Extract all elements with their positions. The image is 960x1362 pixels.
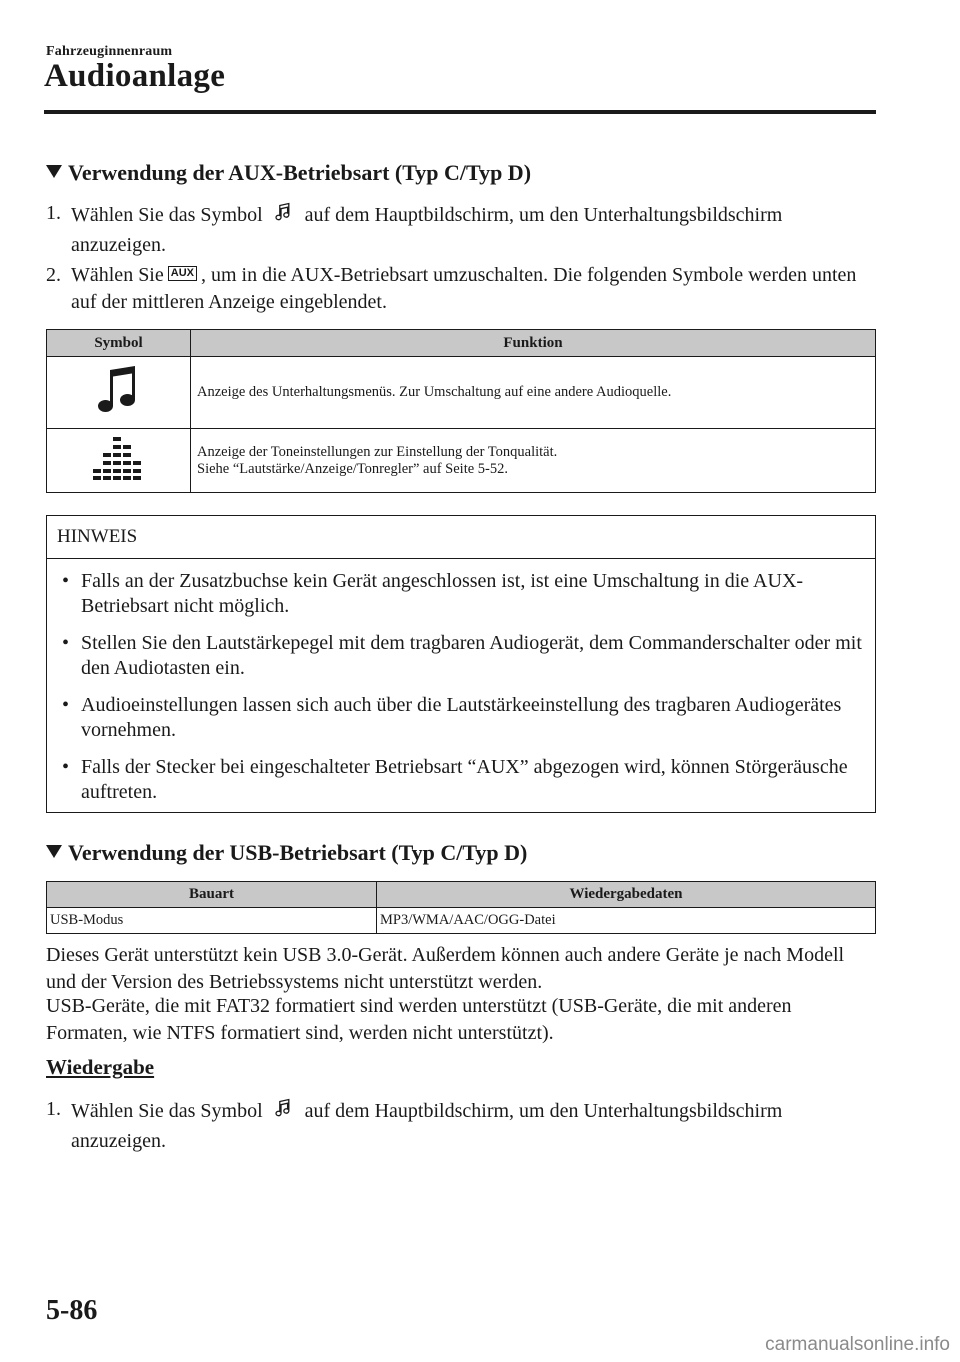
- symbol-table: [46, 329, 876, 493]
- page-number: 5-86: [46, 1295, 98, 1326]
- music-note-icon: [272, 200, 296, 232]
- bullet-icon: •: [62, 694, 70, 716]
- table-header-funktion: Funktion: [191, 330, 876, 357]
- step-number: 1.: [46, 202, 61, 224]
- triangle-marker-icon: [46, 165, 62, 178]
- list-item: [55, 631, 875, 681]
- list-item-text: Falls der Stecker bei eingeschalteter Betriebsart “AUX” abgezogen wird, können Störgeräusche auftreten.: [81, 756, 848, 803]
- table-header-row: [47, 882, 876, 908]
- usb-paragraph-2: USB-Geräte, die mit FAT32 formatiert sind werden unterstützt (USB-Geräte, die mit anderen Formaten, wie NTFS formatiert sind, werden nicht unterstützt).: [46, 995, 792, 1044]
- usb-heading: [46, 840, 527, 866]
- usb-step-1: [46, 1096, 876, 1155]
- list-item: [55, 693, 875, 743]
- function-text: Anzeige des Unterhaltungsmenüs. Zur Umschaltung auf eine andere Audioquelle.: [197, 384, 672, 400]
- step-text-pre: Wählen Sie das Symbol: [71, 204, 263, 226]
- table-header-symbol: Symbol: [47, 330, 191, 357]
- list-item-text: Stellen Sie den Lautstärkepegel mit dem tragbaren Audiogerät, dem Commanderschalter oder mit den Audiotasten ein.: [81, 632, 862, 679]
- table-row: [47, 357, 876, 429]
- triangle-marker-icon: [46, 845, 62, 858]
- aux-step-2: [46, 262, 876, 316]
- aux-step-1: [46, 200, 876, 259]
- list-item-text: Falls an der Zusatzbuchse kein Gerät angeschlossen ist, ist eine Umschaltung in die AUX-Betriebsart nicht möglich.: [81, 570, 804, 617]
- table-row: [47, 429, 876, 493]
- table-header-row: [47, 330, 876, 357]
- bullet-icon: •: [62, 756, 70, 778]
- table-header-wiedergabedaten: Wiedergabedaten: [377, 882, 876, 908]
- table-cell: MP3/WMA/AAC/OGG-Datei: [377, 908, 876, 934]
- aux-heading-text: Verwendung der AUX-Betriebsart (Typ C/Typ D): [68, 160, 532, 185]
- note-title: HINWEIS: [47, 516, 875, 559]
- list-item: [55, 569, 875, 619]
- usb-paragraph-1: Dieses Gerät unterstützt kein USB 3.0-Gerät. Außerdem können auch andere Geräte je nach Modell und der Version des Betriebssystems nicht unterstützt werden.: [46, 944, 845, 993]
- music-note-icon: [95, 404, 143, 420]
- page-title: Audioanlage: [44, 58, 226, 94]
- function-text: Anzeige der Toneinstellungen zur Einstellung der Tonqualität.: [197, 443, 558, 460]
- step-text-post: auf dem Hauptbildschirm, um den Unterhaltungsbildschirm anzuzeigen.: [71, 204, 783, 256]
- usb-table: [46, 881, 876, 934]
- music-note-icon: [272, 1096, 296, 1128]
- list-item-text: Audioeinstellungen lassen sich auch über die Lautstärkeeinstellung des tragbaren Audiogerätes vornehmen.: [81, 694, 842, 741]
- bullet-icon: •: [62, 570, 70, 592]
- step-number: 2.: [46, 264, 61, 286]
- subheading-wiedergabe: Wiedergabe: [46, 1055, 155, 1079]
- section-label: Fahrzeuginnenraum: [46, 44, 173, 59]
- function-cell: [191, 429, 876, 493]
- note-list: [47, 559, 875, 805]
- step-text-pre: Wählen Sie: [71, 264, 164, 286]
- function-cell: [191, 357, 876, 429]
- usb-heading-text: Verwendung der USB-Betriebsart (Typ C/Typ D): [68, 840, 528, 865]
- symbol-cell: [47, 357, 191, 429]
- table-row: [47, 908, 876, 934]
- symbol-cell: [47, 429, 191, 493]
- table-header-bauart: Bauart: [47, 882, 377, 908]
- table-cell: USB-Modus: [47, 908, 377, 934]
- step-number: 1.: [46, 1098, 61, 1120]
- title-rule: [44, 110, 876, 114]
- function-text: Siehe “Lautstärke/Anzeige/Tonregler” auf Seite 5-52.: [197, 460, 509, 477]
- bullet-icon: •: [62, 632, 70, 654]
- watermark: carmanualsonline.info: [765, 1334, 950, 1355]
- aux-icon: AUX: [168, 266, 197, 281]
- aux-heading: [46, 160, 531, 186]
- equalizer-icon: [91, 469, 147, 485]
- step-text-post: , um in die AUX-Betriebsart umzuschalten. Die folgenden Symbole werden unten auf der mittleren Anzeige eingeblendet.: [71, 264, 857, 313]
- list-item: [55, 755, 875, 805]
- step-text-pre: Wählen Sie das Symbol: [71, 1100, 263, 1122]
- step-text-post: auf dem Hauptbildschirm, um den Unterhaltungsbildschirm anzuzeigen.: [71, 1100, 783, 1152]
- note-box: [46, 515, 876, 813]
